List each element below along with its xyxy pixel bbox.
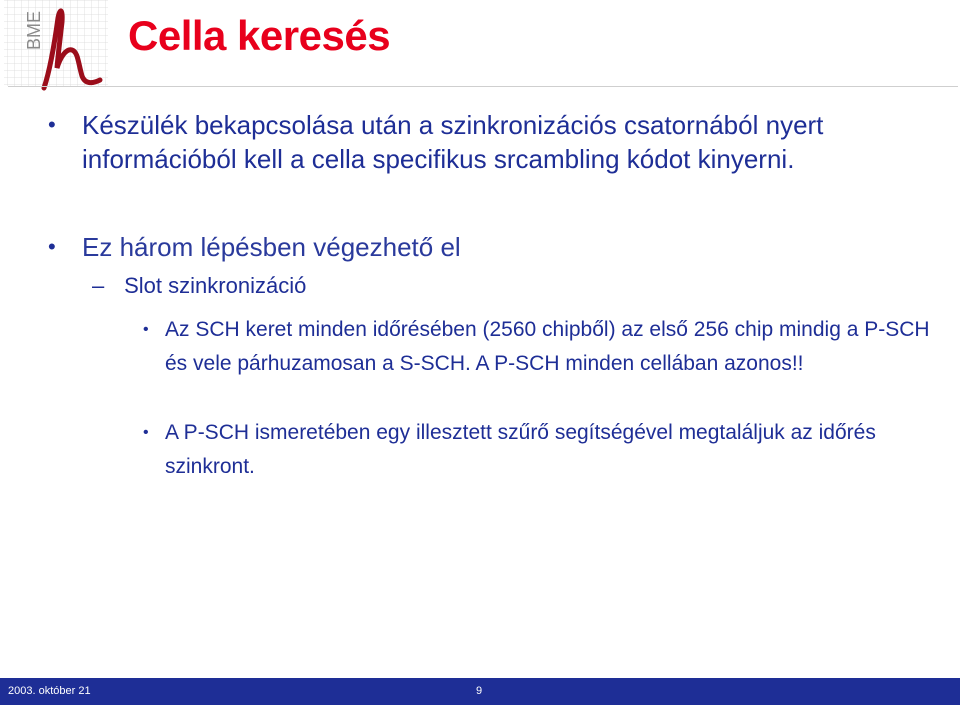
dash-icon: – — [92, 273, 105, 298]
bullet-1 — [48, 108, 942, 176]
bullet-dot-icon: • — [143, 321, 149, 338]
sub-bullet-1 — [143, 313, 935, 381]
bullet-dot-icon: • — [143, 424, 149, 441]
slide-title: Cella keresés — [128, 12, 391, 59]
page-number: 9 — [476, 685, 483, 697]
bullet-1-text: Készülék bekapcsolása után a szinkronizációs csatornából nyert információból kell a cella specifikus srcambling kódot kinyerni. — [82, 110, 824, 174]
bme-logo — [0, 0, 112, 92]
sub-bullet-2-text: A P-SCH ismeretében egy illesztett szűrő segítségével megtaláljuk az időrés szinkront. — [165, 421, 876, 478]
bullet-2-text: Ez három lépésben végezhető el — [82, 232, 461, 262]
bullet-2 — [48, 230, 942, 264]
footer-date: 2003. október 21 — [8, 685, 91, 697]
bullet-dot-icon: • — [48, 234, 56, 259]
sub-heading-text: Slot szinkronizáció — [124, 273, 307, 298]
bullet-dot-icon: • — [48, 112, 56, 137]
svg-text:BME: BME — [24, 10, 44, 50]
footer-bar — [0, 678, 960, 705]
title-divider — [8, 86, 958, 87]
sub-bullet-2 — [143, 416, 935, 484]
sub-bullet-1-text: Az SCH keret minden időrésében (2560 chipből) az első 256 chip mindig a P-SCH és vele párhuzamosan a S-SCH. A P-SCH minden cellában azonos!! — [165, 318, 930, 375]
sub-heading — [92, 273, 306, 299]
